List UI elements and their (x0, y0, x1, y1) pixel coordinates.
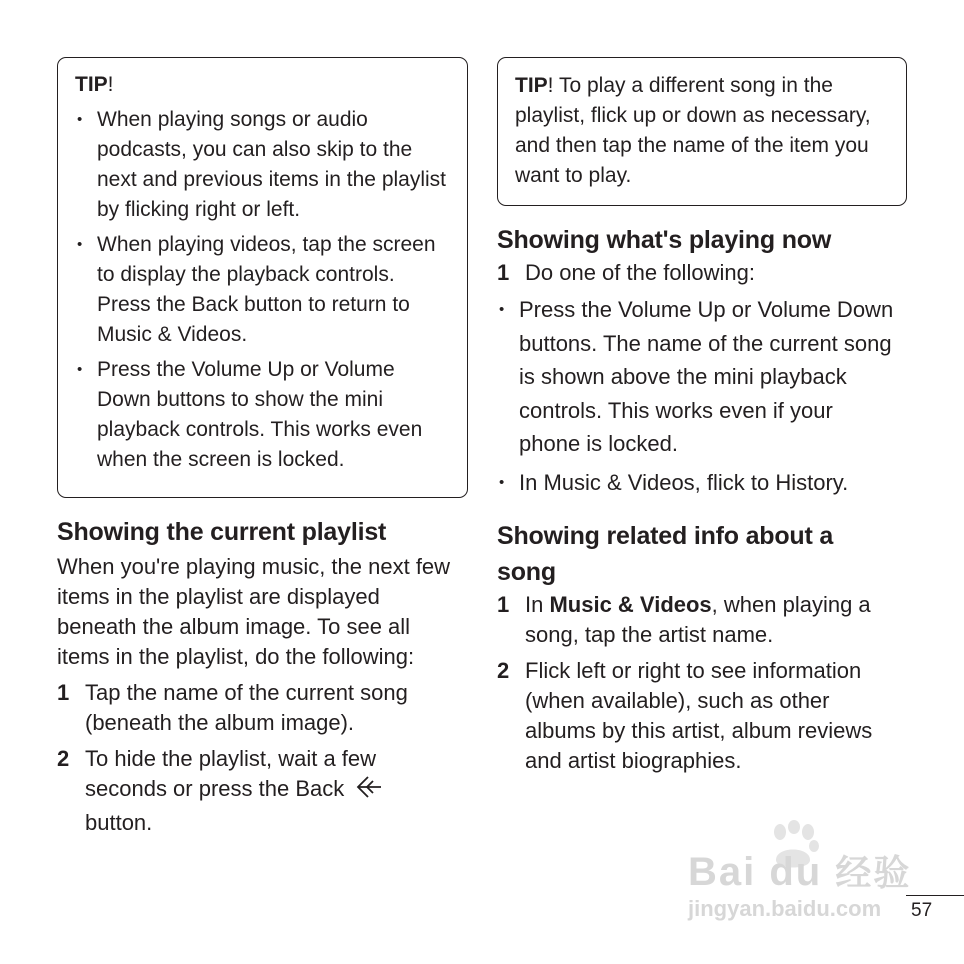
tip-box-left (57, 57, 468, 498)
tip-bullet-list (75, 105, 453, 475)
step-item (57, 744, 457, 838)
step-text: Tap the name of the current song (beneath the album image). (85, 680, 408, 735)
tip-heading: TIP! (75, 73, 114, 96)
section-heading: Showing what's playing now (497, 226, 832, 254)
tip-bullet: • Press the Volume Up or Volume Down buttons to show the mini playback controls. This works even when the screen is locked. (75, 355, 453, 475)
step-number: 1 (497, 592, 510, 617)
step-number: 1 (497, 260, 510, 285)
bullet-list (497, 293, 897, 499)
back-arrow-icon (354, 774, 384, 808)
section-whats-playing (497, 222, 897, 499)
step-item: 1 In Music & Videos, when playing a song, tap the artist name. (497, 592, 871, 647)
step-item (497, 258, 897, 288)
bullet-item: • Press the Volume Up or Volume Down buttons. The name of the current song is shown above the mini playback controls. This works even if your phone is locked. (497, 293, 897, 461)
app-name: Music & Videos (549, 592, 712, 617)
section-heading: Showing related info about a song (497, 522, 834, 586)
tip-heading: TIP (515, 74, 548, 97)
tip-bullet: • When playing videos, tap the screen to display the playback controls. Press the Back button to return to Music & Videos. (75, 230, 453, 350)
steps-list (497, 590, 897, 776)
step-item (57, 678, 457, 738)
tip-text: ! To play a different song in the playlist, flick up or down as necessary, and then tap the name of the item you want to play. (515, 74, 871, 187)
footer-rule (906, 895, 964, 896)
step-number: 1 (57, 680, 70, 705)
page-number: 57 (911, 900, 933, 921)
steps-list (57, 678, 457, 838)
step-text-end: button. (85, 810, 153, 835)
section-current-playlist (57, 514, 457, 838)
step-text: Flick left or right to see information (when available), such as other albums by this artist, album reviews and artist biographies. (525, 658, 873, 773)
step-number: 2 (57, 746, 70, 771)
step-item (497, 656, 897, 776)
section-intro: When you're playing music, the next few items in the playlist are displayed beneath the album image. To see all items in the playlist, do the following: (57, 554, 451, 669)
section-heading: Showing the current playlist (57, 518, 387, 546)
step-text: To hide the playlist, wait a few seconds or press the Back (85, 746, 377, 801)
section-related-info (497, 518, 897, 776)
tip-box-right (497, 57, 907, 206)
step-text: Do one of the following: (525, 260, 755, 285)
watermark-brand: Bai du 经验 (688, 850, 912, 894)
steps-list (497, 258, 897, 288)
watermark-url: jingyan.baidu.com (688, 896, 882, 921)
step-number: 2 (497, 658, 510, 683)
bullet-item: • In Music & Videos, flick to History. (497, 466, 897, 500)
tip-bullet: • When playing songs or audio podcasts, you can also skip to the next and previous items in the playlist by flicking right or left. (75, 105, 453, 225)
